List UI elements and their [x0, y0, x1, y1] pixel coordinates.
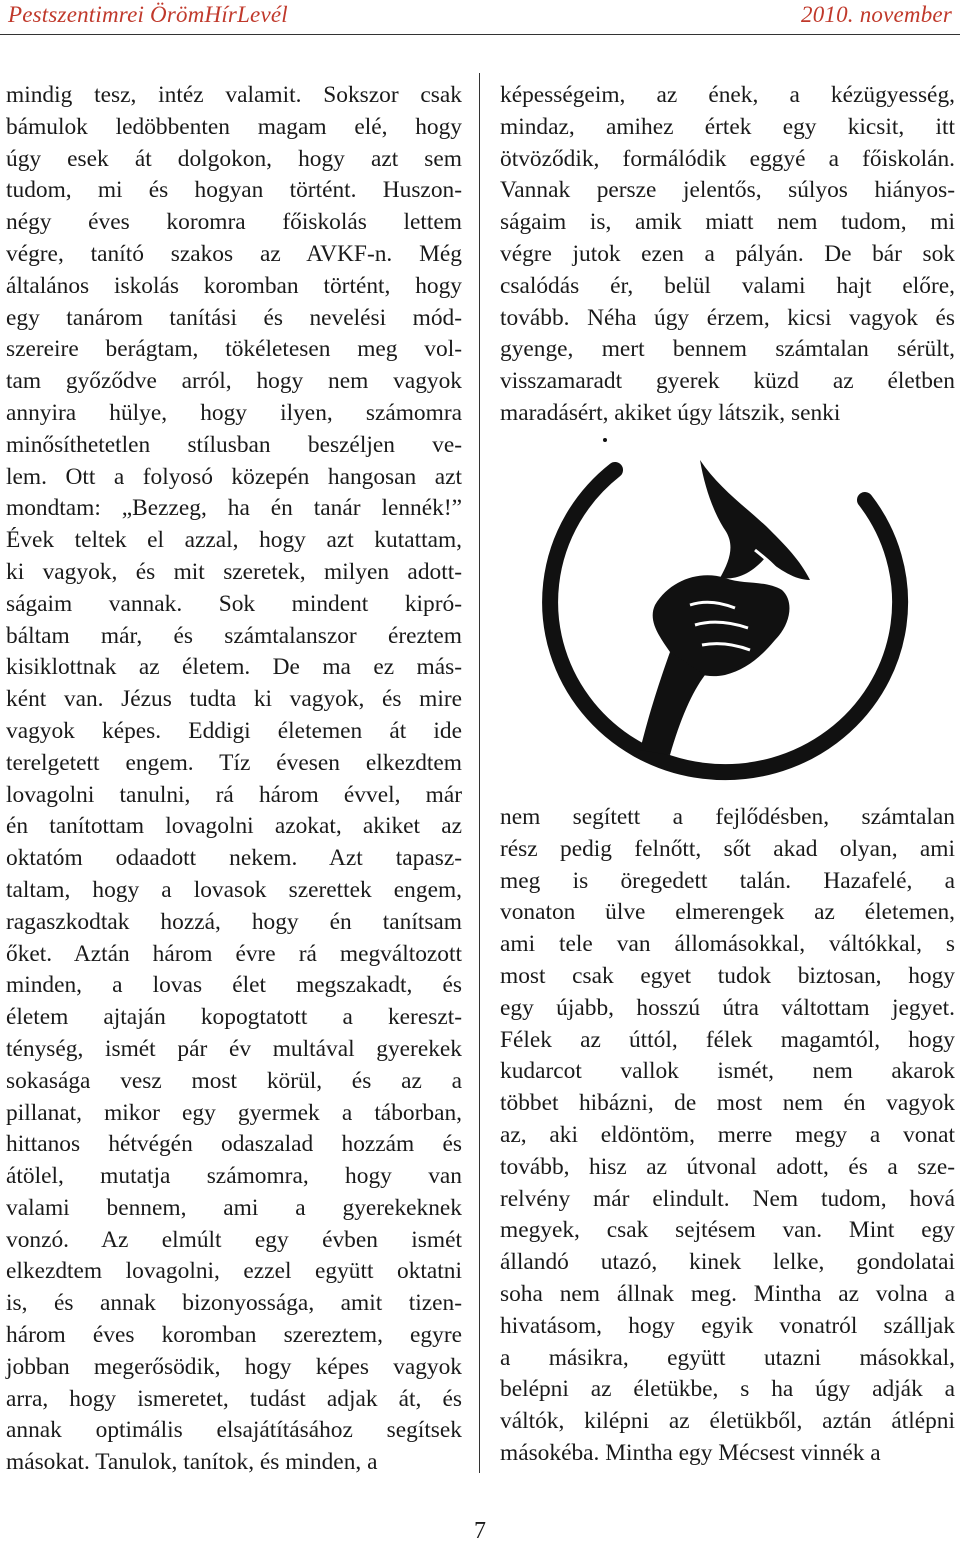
text-line: tovább. Néha úgy érzem, kicsi vagyok és [500, 304, 955, 331]
text-line: taltam, hogy a lovasok szerettek engem, [6, 876, 462, 903]
text-line: ságaim vannak. Sok mindent kipró- [6, 590, 462, 617]
text-line: a másikra, együtt utazni másokkal, [500, 1344, 955, 1371]
text-line: őket. Aztán három évre rá megváltozott [6, 940, 462, 967]
text-line: báltam már, és számtalanszor éreztem [6, 622, 462, 649]
text-line: életem ajtaján kopogtatott a kereszt- [6, 1004, 462, 1031]
text-line: három éves koromban szereztem, egyre [6, 1322, 462, 1349]
text-line: átölel, mutatja számomra, hogy van [6, 1163, 462, 1190]
text-line: ami tele van állomásokkal, váltókkal, s [500, 931, 955, 958]
text-line: vonzó. Az elmúlt egy évben ismét [6, 1226, 462, 1253]
text-line: lem. Ott a folyosó közepén hangosan azt [6, 463, 462, 490]
text-line: oktatóm odaadott nekem. Azt tapasz- [6, 845, 462, 872]
column-divider [479, 73, 480, 1473]
text-line: Vannak persze jelentős, súlyos hiányos- [500, 177, 955, 204]
text-line: soha nem állnak meg. Mintha az volna a [500, 1280, 955, 1307]
text-line: arra, hogy ismeretet, tudást adjak át, és [6, 1385, 462, 1412]
text-line: kisiklottnak az életem. De ma ez más- [6, 654, 462, 681]
text-line: többet hibázni, de most nem én vagyok [500, 1090, 955, 1117]
text-line: annyira hülye, hogy ilyen, számomra [6, 399, 462, 426]
hands-circle-icon [520, 430, 940, 795]
text-line: megyek, csak sejtésem van. Mint egy [500, 1217, 955, 1244]
text-line: mondtam: „Bezzeg, ha én tanár lennék!” [6, 495, 462, 522]
right-column-bottom [500, 802, 955, 1470]
text-line: terelgetett engem. Tíz évesen elkezdtem [6, 749, 462, 776]
text-line: vagyok képes. Eddigi életemen át ide [6, 717, 462, 744]
text-line: rész pedig felnőtt, sőt akad olyan, ami [500, 835, 955, 862]
text-line: minden, a lovas élet megszakadt, és [6, 972, 462, 999]
text-line: az, aki eldöntöm, merre megy a vonat [500, 1121, 955, 1148]
text-line: tam győződve arról, hogy nem vagyok [6, 368, 462, 395]
text-line: jobban megerősödik, hogy képes vagyok [6, 1353, 462, 1380]
text-line: annak optimális elsajátításához segítsek [6, 1417, 462, 1444]
text-line: most csak egyet tudok biztosan, hogy [500, 962, 955, 989]
text-line: vonaton ülve elmerengek az életemen, [500, 899, 955, 926]
issue-date: 2010. november [801, 2, 952, 27]
text-line: én tanítottam lovagolni azokat, akiket az [6, 813, 462, 840]
text-line: csalódás ér, belül valami hajt előre, [500, 272, 955, 299]
text-line: végre, tanító szakos az AVKF-n. Még [6, 240, 462, 267]
text-line: pillanat, mikor egy gyermek a táborban, [6, 1099, 462, 1126]
text-line: meg is öregedett talán. Hazafelé, a [500, 867, 955, 894]
header-rule [0, 34, 960, 35]
text-line: szereire berágtam, tökéletesen meg vol- [6, 336, 462, 363]
text-line: ragaszkodtak hozzá, hogy én tanítsam [6, 908, 462, 935]
text-line: ki vagyok, és mit szeretek, milyen adott- [6, 558, 462, 585]
text-line: hittanos hétvégén odaszalad hozzám és [6, 1131, 462, 1158]
page-header [0, 0, 960, 36]
text-line: egy tanárom tanítási és nevelési mód- [6, 304, 462, 331]
text-line: általános iskolás koromban történt, hogy [6, 272, 462, 299]
text-line: relvény már elindult. Nem tudom, hová [500, 1185, 955, 1212]
text-line: sokasága vesz most körül, és az a [6, 1067, 462, 1094]
text-line: Félek az úttól, félek magamtól, hogy [500, 1026, 955, 1053]
text-line: gyenge, mert bennem számtalan sérült, [500, 336, 955, 363]
text-line: lovagolni tanulni, rá három évvel, már [6, 781, 462, 808]
page-number: 7 [474, 1518, 486, 1544]
text-line: is, és annak bizonyossága, amit tizen- [6, 1290, 462, 1317]
text-line: képességeim, az ének, a kézügyesség, [500, 82, 955, 108]
left-column [6, 80, 462, 1479]
text-line: ságaim is, amik miatt nem tudom, mi [500, 209, 955, 236]
text-line: állandó utazó, kinek lelke, gondolatai [500, 1249, 955, 1276]
text-line: kudarcot vallok ismét, nem akarok [500, 1058, 955, 1085]
text-line: belépni az életükbe, s ha úgy adják a [500, 1376, 955, 1403]
text-line: végre jutok ezen a pályán. De bár sok [500, 240, 955, 267]
text-line: hivatásom, hogy egyik vonatról szálljak [500, 1312, 955, 1339]
text-line: ként van. Jézus tudta ki vagyok, és mire [6, 686, 462, 713]
text-line: bámulok ledöbbenten magam elé, hogy [6, 113, 462, 140]
text-line: mindaz, amihez értek egy kicsit, itt [500, 113, 955, 140]
text-line: nem segített a fejlődésben, számtalan [500, 804, 955, 830]
text-line: tovább, hisz az útvonal adott, és a sze- [500, 1153, 955, 1180]
text-line: váltók, kilépni az életükből, aztán átlépni [500, 1408, 955, 1435]
text-line: másokéba. Mintha egy Mécsest vinnék a [500, 1439, 881, 1466]
publication-title: Pestszentimrei ÖrömHírLevél [8, 2, 288, 27]
text-line: egy újabb, hosszú útra váltottam jegyet. [500, 994, 955, 1021]
text-line: ténység, ismét pár év multával gyerekek [6, 1035, 462, 1062]
text-line: úgy esek át dolgokon, hogy azt sem [6, 145, 462, 172]
right-column-top [500, 80, 955, 430]
text-line: másokat. Tanulok, tanítok, és minden, a [6, 1449, 378, 1476]
text-line: visszamaradt gyerek küzd az életben [500, 368, 955, 395]
text-line: mindig tesz, intéz valamit. Sokszor csak [6, 82, 462, 108]
text-line: elkezdtem lovagolni, ezzel együtt oktatni [6, 1258, 462, 1285]
text-line: valami bennem, ami a gyerekeknek [6, 1194, 462, 1221]
text-line: minősíthetetlen stílusban beszéljen ve- [6, 431, 462, 458]
text-line: Évek teltek el azzal, hogy azt kutattam, [6, 527, 462, 554]
text-line: maradásért, akiket úgy látszik, senki [500, 399, 841, 426]
text-line: ötvöződik, formálódik eggyé a főiskolán. [500, 145, 955, 172]
text-line: tudom, mi és hogyan történt. Huszon- [6, 177, 462, 204]
text-line: négy éves koromra főiskolás lettem [6, 209, 462, 236]
